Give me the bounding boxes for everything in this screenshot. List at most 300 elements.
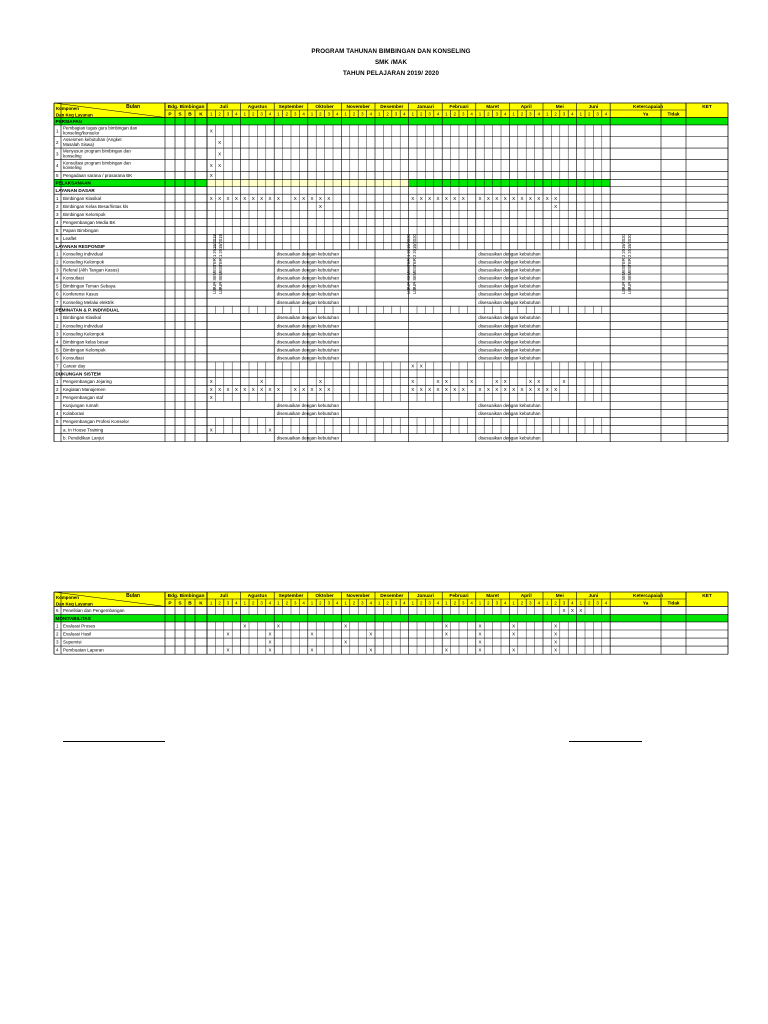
- header-week: 3: [428, 111, 431, 117]
- row-number: 3: [56, 639, 59, 645]
- dk-text: disesuaikan dengan kebutuhan: [478, 323, 541, 329]
- x-mark: X: [218, 151, 222, 157]
- semester-break-label: LIBUR SEMESTER 2 2019/2020: [627, 234, 632, 294]
- header-month: Maret: [486, 594, 499, 600]
- row-number: 5: [56, 347, 59, 353]
- signature-line-left: [63, 741, 165, 742]
- x-mark: X: [512, 631, 516, 637]
- row-number: 1: [56, 195, 59, 201]
- row-number: 5: [56, 172, 59, 178]
- header-week: 3: [226, 600, 230, 606]
- x-mark: X: [512, 647, 516, 653]
- x-mark: X: [528, 378, 532, 384]
- x-mark: X: [444, 378, 448, 384]
- header-month: Juli: [219, 105, 228, 111]
- header-week: 2: [386, 600, 389, 606]
- dk-text: disesuaikan dengan kebutuhan: [478, 411, 541, 417]
- x-mark: X: [268, 427, 272, 433]
- dk-text: disesuaikan dengan kebutuhan: [478, 331, 541, 337]
- x-mark: X: [226, 631, 230, 637]
- header-letter: B: [188, 601, 192, 607]
- row-number: 4: [56, 275, 59, 281]
- header-month: April: [520, 105, 532, 111]
- header-week: 1: [445, 111, 448, 117]
- x-mark: X: [318, 387, 322, 393]
- x-mark: X: [260, 378, 264, 384]
- header-letter: S: [178, 112, 182, 118]
- header-month: April: [520, 594, 532, 600]
- x-mark: X: [495, 387, 499, 393]
- row-number: 1: [56, 378, 59, 384]
- semester-break-label: LIBUR SEMESTER 2 2019/2020: [621, 234, 626, 294]
- header-bdg-bimbingan: Bdg. Bimbingan: [167, 594, 205, 600]
- row-label: Pengembangan Jejaring: [63, 378, 112, 384]
- header-week: 4: [403, 111, 406, 117]
- row-label: Assesmen kebutuhan (Angket: [63, 137, 122, 143]
- x-mark: X: [260, 195, 264, 201]
- header-week: 1: [545, 600, 549, 606]
- header-month: September: [278, 594, 304, 600]
- header-month: Mei: [555, 105, 564, 111]
- x-mark: X: [251, 387, 255, 393]
- x-mark: X: [226, 387, 230, 393]
- header-bulan: Bulan: [126, 593, 140, 600]
- x-mark: X: [209, 395, 213, 401]
- header-week: 4: [470, 600, 473, 606]
- header-week: 3: [562, 111, 566, 117]
- header-week: 2: [352, 600, 356, 606]
- row-label: Konseling Individual: [63, 323, 104, 329]
- header-week: 3: [394, 111, 398, 117]
- x-mark: X: [537, 387, 541, 393]
- row-label: Evaluasi Proses: [63, 623, 96, 629]
- x-mark: X: [453, 387, 457, 393]
- signature-line-right: [569, 741, 642, 742]
- x-mark: X: [554, 623, 558, 629]
- x-mark: X: [327, 387, 331, 393]
- header-week: 3: [428, 600, 431, 606]
- row-label: Konsultasi: [63, 275, 84, 281]
- x-mark: X: [411, 195, 415, 201]
- header-week: 4: [503, 600, 507, 606]
- header-week: 4: [302, 111, 305, 117]
- row-number: 5: [56, 419, 59, 425]
- header-ya: Ya: [642, 600, 649, 606]
- x-mark: X: [318, 378, 322, 384]
- x-mark: X: [369, 647, 373, 653]
- header-month: Februari: [449, 105, 469, 111]
- section-label: MONITABILITAS: [55, 615, 91, 621]
- header-letter: B: [188, 112, 192, 118]
- dk-text: disesuaikan dengan kebutuhan: [478, 435, 541, 441]
- annual-program-table: [0, 0, 768, 480]
- header-week: 2: [419, 111, 423, 117]
- row-number: 2: [56, 139, 59, 145]
- row-label: Pengembangan staf: [63, 395, 104, 401]
- header-week: 4: [571, 600, 574, 606]
- section-label: PEMINATAN & P. INDIVIDUAL: [55, 307, 120, 313]
- row-label: a. In House Training: [63, 427, 104, 433]
- header-month: Agustus: [247, 594, 268, 600]
- header-week: 3: [260, 111, 263, 117]
- row-label: Pengembangan Profesi Konselor: [63, 419, 130, 425]
- dk-text: disesuaikan dengan kebutuhan: [276, 251, 339, 257]
- row-label: konseling: [63, 165, 82, 171]
- row-label: Evaluasi Hasil: [63, 631, 92, 637]
- x-mark: X: [512, 387, 516, 393]
- x-mark: X: [310, 195, 314, 201]
- row-label: Pengembangan Media BK: [63, 219, 116, 225]
- header-week: 3: [562, 600, 566, 606]
- row-label: Bimbingan Kelompok: [63, 211, 106, 217]
- header-bulan: Bulan: [126, 104, 140, 111]
- dk-text: disesuaikan dengan kebutuhan: [276, 315, 339, 321]
- header-ketercapaian: Ketercapaian: [633, 105, 664, 111]
- row-number: 1: [56, 128, 59, 134]
- x-mark: X: [444, 387, 448, 393]
- row-number: 2: [56, 323, 59, 329]
- header-week: 2: [319, 600, 322, 606]
- header-week: 3: [529, 111, 532, 117]
- header-week: 4: [436, 600, 440, 606]
- header-month: Mei: [555, 594, 564, 600]
- header-week: 3: [461, 111, 465, 117]
- x-mark: X: [318, 195, 322, 201]
- header-week: 3: [596, 600, 599, 606]
- row-number: 2: [56, 259, 59, 265]
- section-label: LAYANAN DASAR: [55, 188, 95, 194]
- x-mark: X: [554, 631, 558, 637]
- row-label: Penelitian dan Pengembangan: [63, 608, 125, 614]
- row-number: 3: [56, 211, 59, 217]
- row-label: b. Pendidikan Lanjut: [63, 435, 104, 441]
- row-number: 7: [56, 363, 59, 369]
- section-label: PELAKSANAAN: [55, 180, 91, 186]
- row-label: Kegiatan Manajemen: [63, 387, 106, 393]
- header-week: 3: [226, 111, 230, 117]
- x-mark: X: [209, 195, 213, 201]
- x-mark: X: [268, 387, 272, 393]
- header-week: 2: [251, 111, 255, 117]
- header-week: 2: [520, 111, 524, 117]
- header-week: 2: [554, 600, 557, 606]
- row-label: konseling/konselor: [63, 130, 100, 136]
- x-mark: X: [486, 387, 490, 393]
- row-number: 3: [56, 151, 59, 157]
- section-label: LAYANAN RESPONSIF: [55, 243, 105, 249]
- row-label: konseling: [63, 153, 82, 159]
- header-komponen: Komponen: [56, 595, 79, 601]
- header-week: 3: [596, 111, 599, 117]
- header-week: 1: [478, 111, 482, 117]
- x-mark: X: [545, 387, 549, 393]
- x-mark: X: [554, 387, 558, 393]
- header-week: 1: [512, 111, 515, 117]
- x-mark: X: [209, 427, 213, 433]
- x-mark: X: [234, 387, 238, 393]
- header-week: 3: [293, 600, 297, 606]
- dk-text: disesuaikan dengan kebutuhan: [276, 291, 339, 297]
- header-week: 1: [579, 111, 583, 117]
- header-week: 4: [335, 111, 339, 117]
- x-mark: X: [554, 195, 558, 201]
- x-mark: X: [419, 387, 423, 393]
- header-week: 2: [453, 111, 457, 117]
- row-label: Konsultasi: [63, 355, 84, 361]
- document-title: PROGRAM TAHUNAN BIMBINGAN DAN KONSELING: [311, 48, 471, 55]
- x-mark: X: [243, 195, 247, 201]
- header-month: Juni: [588, 105, 599, 111]
- header-week: 3: [495, 111, 499, 117]
- row-label: Konseling Melalui elektrik: [63, 299, 114, 305]
- header-month: Juni: [588, 594, 599, 600]
- x-mark: X: [478, 647, 482, 653]
- dk-text: disesuaikan dengan kebutuhan: [478, 259, 541, 265]
- x-mark: X: [503, 378, 507, 384]
- x-mark: X: [226, 195, 230, 201]
- header-week: 1: [209, 111, 213, 117]
- x-mark: X: [260, 387, 264, 393]
- x-mark: X: [470, 378, 474, 384]
- header-week: 3: [461, 600, 465, 606]
- header-week: 2: [487, 111, 490, 117]
- header-week: 4: [335, 600, 339, 606]
- x-mark: X: [537, 378, 541, 384]
- x-mark: X: [310, 647, 314, 653]
- row-number: 6: [56, 608, 59, 614]
- header-month: Agustus: [247, 105, 268, 111]
- x-mark: X: [528, 195, 532, 201]
- dk-text: disesuaikan dengan kebutuhan: [276, 267, 339, 273]
- header-week: 2: [285, 600, 289, 606]
- header-dan-keg-layanan: Dan Keg Layanan: [56, 112, 93, 118]
- header-week: 3: [361, 600, 364, 606]
- header-week: 1: [512, 600, 515, 606]
- row-number: 1: [56, 623, 59, 629]
- header-week: 4: [235, 600, 238, 606]
- x-mark: X: [554, 647, 558, 653]
- x-mark: X: [411, 387, 415, 393]
- header-tidak: Tidak: [667, 600, 680, 606]
- x-mark: X: [444, 195, 448, 201]
- x-mark: X: [419, 363, 423, 369]
- row-label: Career day: [63, 363, 86, 369]
- header-week: 3: [260, 600, 263, 606]
- header-month: September: [278, 105, 304, 111]
- x-mark: X: [251, 195, 255, 201]
- x-mark: X: [310, 387, 314, 393]
- header-ketercapaian: Ketercapaian: [633, 594, 664, 600]
- row-label: Kolaborasi: [63, 411, 85, 417]
- x-mark: X: [461, 195, 465, 201]
- x-mark: X: [302, 387, 306, 393]
- x-mark: X: [562, 608, 566, 614]
- x-mark: X: [268, 631, 272, 637]
- x-mark: X: [243, 387, 247, 393]
- x-mark: X: [318, 203, 322, 209]
- row-label: Masalah Siswa): [63, 141, 94, 147]
- section-band: [165, 179, 207, 186]
- row-label: Bimbingan Kelompok: [63, 347, 106, 353]
- row-label: Konsultasi program bimbingan dan: [63, 160, 131, 166]
- x-mark: X: [226, 647, 230, 653]
- section-band: [54, 615, 728, 622]
- header-week: 2: [251, 600, 255, 606]
- row-number: 6: [56, 236, 59, 242]
- x-mark: X: [218, 195, 222, 201]
- row-number: 1: [56, 315, 59, 321]
- x-mark: X: [537, 195, 541, 201]
- header-week: 2: [285, 111, 289, 117]
- row-label: Leaflet: [63, 236, 77, 242]
- header-week: 2: [453, 600, 457, 606]
- x-mark: X: [327, 195, 331, 201]
- dk-text: disesuaikan dengan kebutuhan: [478, 347, 541, 353]
- header-week: 4: [571, 111, 574, 117]
- header-week: 2: [386, 111, 389, 117]
- dk-text: disesuaikan dengan kebutuhan: [478, 251, 541, 257]
- x-mark: X: [209, 378, 213, 384]
- header-komponen: Komponen: [56, 106, 79, 112]
- header-week: 4: [604, 600, 608, 606]
- x-mark: X: [554, 639, 558, 645]
- x-mark: X: [419, 195, 423, 201]
- header-letter: P: [168, 601, 172, 607]
- header-month: Desember: [380, 594, 404, 600]
- row-label: Bimbingan Kelas Besar/lintas kls: [63, 203, 129, 209]
- row-number: 7: [56, 299, 59, 305]
- header-month: Maret: [486, 105, 499, 111]
- header-week: 4: [403, 600, 406, 606]
- x-mark: X: [503, 387, 507, 393]
- dk-text: disesuaikan dengan kebutuhan: [276, 275, 339, 281]
- row-label: Kunjungan rumah: [63, 403, 99, 409]
- header-month: Februari: [449, 594, 469, 600]
- dk-text: disesuaikan dengan kebutuhan: [478, 299, 541, 305]
- academic-year: TAHUN PELAJARAN 2019/ 2020: [342, 70, 439, 77]
- header-week: 1: [579, 600, 583, 606]
- header-week: 3: [327, 600, 331, 606]
- x-mark: X: [369, 631, 373, 637]
- header-week: 1: [310, 111, 314, 117]
- section-label: PERSIAPAN: [55, 118, 82, 124]
- header-week: 1: [344, 111, 347, 117]
- x-mark: X: [436, 195, 440, 201]
- row-number: 3: [56, 395, 59, 401]
- row-label: Bimbingan Teman Sebaya: [63, 283, 116, 289]
- header-week: 3: [394, 600, 398, 606]
- header-week: 3: [361, 111, 364, 117]
- row-label: Konseling Kelompok: [63, 259, 105, 265]
- header-week: 1: [445, 600, 448, 606]
- header-week: 1: [478, 600, 482, 606]
- header-week: 1: [377, 111, 381, 117]
- header-week: 1: [310, 600, 314, 606]
- row-label: Pengadaan sarana / prasarana BK: [63, 172, 133, 178]
- header-week: 1: [209, 600, 213, 606]
- semester-break-label: LIBUR SEMESTER 1 2019/2019: [212, 234, 217, 294]
- header-week: 1: [344, 600, 347, 606]
- x-mark: X: [310, 631, 314, 637]
- header-tidak: Tidak: [667, 111, 680, 117]
- x-mark: X: [436, 378, 440, 384]
- header-week: 1: [377, 600, 381, 606]
- x-mark: X: [268, 195, 272, 201]
- x-mark: X: [293, 195, 297, 201]
- x-mark: X: [478, 623, 482, 629]
- row-number: 2: [56, 631, 59, 637]
- header-week: 4: [537, 111, 541, 117]
- x-mark: X: [218, 387, 222, 393]
- x-mark: X: [209, 387, 213, 393]
- dk-text: disesuaikan dengan kebutuhan: [478, 275, 541, 281]
- x-mark: X: [276, 195, 280, 201]
- header-week: 1: [277, 111, 280, 117]
- row-number: 4: [56, 163, 59, 169]
- x-mark: X: [512, 623, 516, 629]
- x-mark: X: [520, 387, 524, 393]
- header-month: November: [346, 594, 370, 600]
- dk-text: disesuaikan dengan kebutuhan: [276, 299, 339, 305]
- header-week: 4: [268, 600, 272, 606]
- x-mark: X: [293, 387, 297, 393]
- row-label: Referal (Alih Tangan Kasus): [63, 267, 119, 273]
- x-mark: X: [268, 639, 272, 645]
- x-mark: X: [579, 608, 583, 614]
- x-mark: X: [276, 623, 280, 629]
- header-letter: K: [199, 601, 203, 607]
- header-week: 1: [411, 111, 415, 117]
- row-number: 5: [56, 227, 59, 233]
- x-mark: X: [218, 139, 222, 145]
- header-week: 2: [587, 111, 591, 117]
- x-mark: X: [486, 195, 490, 201]
- x-mark: X: [436, 387, 440, 393]
- row-label: Papan Bimbingan: [63, 227, 99, 233]
- row-label: Bimbingan kelas besar: [63, 339, 109, 345]
- document-subtitle: SMK /MAK: [374, 59, 408, 66]
- x-mark: X: [478, 195, 482, 201]
- row-label: Pembuatan Laporan: [63, 647, 104, 653]
- header-week: 2: [352, 111, 356, 117]
- dk-text: disesuaikan dengan kebutuhan: [276, 331, 339, 337]
- dk-text: disesuaikan dengan kebutuhan: [276, 283, 339, 289]
- dk-text: disesuaikan dengan kebutuhan: [478, 283, 541, 289]
- row-label: Konferensi Kasus: [63, 291, 99, 297]
- header-letter: P: [168, 112, 172, 118]
- section-band: [54, 118, 728, 125]
- x-mark: X: [478, 387, 482, 393]
- dk-text: disesuaikan dengan kebutuhan: [276, 403, 339, 409]
- dk-text: disesuaikan dengan kebutuhan: [478, 339, 541, 345]
- header-ket: KET: [702, 594, 712, 600]
- header-dan-keg-layanan: Dan Keg Layanan: [56, 601, 93, 607]
- row-number: 5: [56, 283, 59, 289]
- row-number: 2: [56, 387, 59, 393]
- header-week: 2: [487, 600, 490, 606]
- row-number: 4: [56, 339, 59, 345]
- x-mark: X: [209, 172, 213, 178]
- header-week: 3: [495, 600, 499, 606]
- header-month: Desember: [380, 105, 404, 111]
- header-week: 3: [293, 111, 297, 117]
- header-week: 4: [537, 600, 541, 606]
- header-week: 4: [436, 111, 440, 117]
- row-number: 4: [56, 647, 59, 653]
- x-mark: X: [554, 203, 558, 209]
- x-mark: X: [276, 387, 280, 393]
- x-mark: X: [520, 195, 524, 201]
